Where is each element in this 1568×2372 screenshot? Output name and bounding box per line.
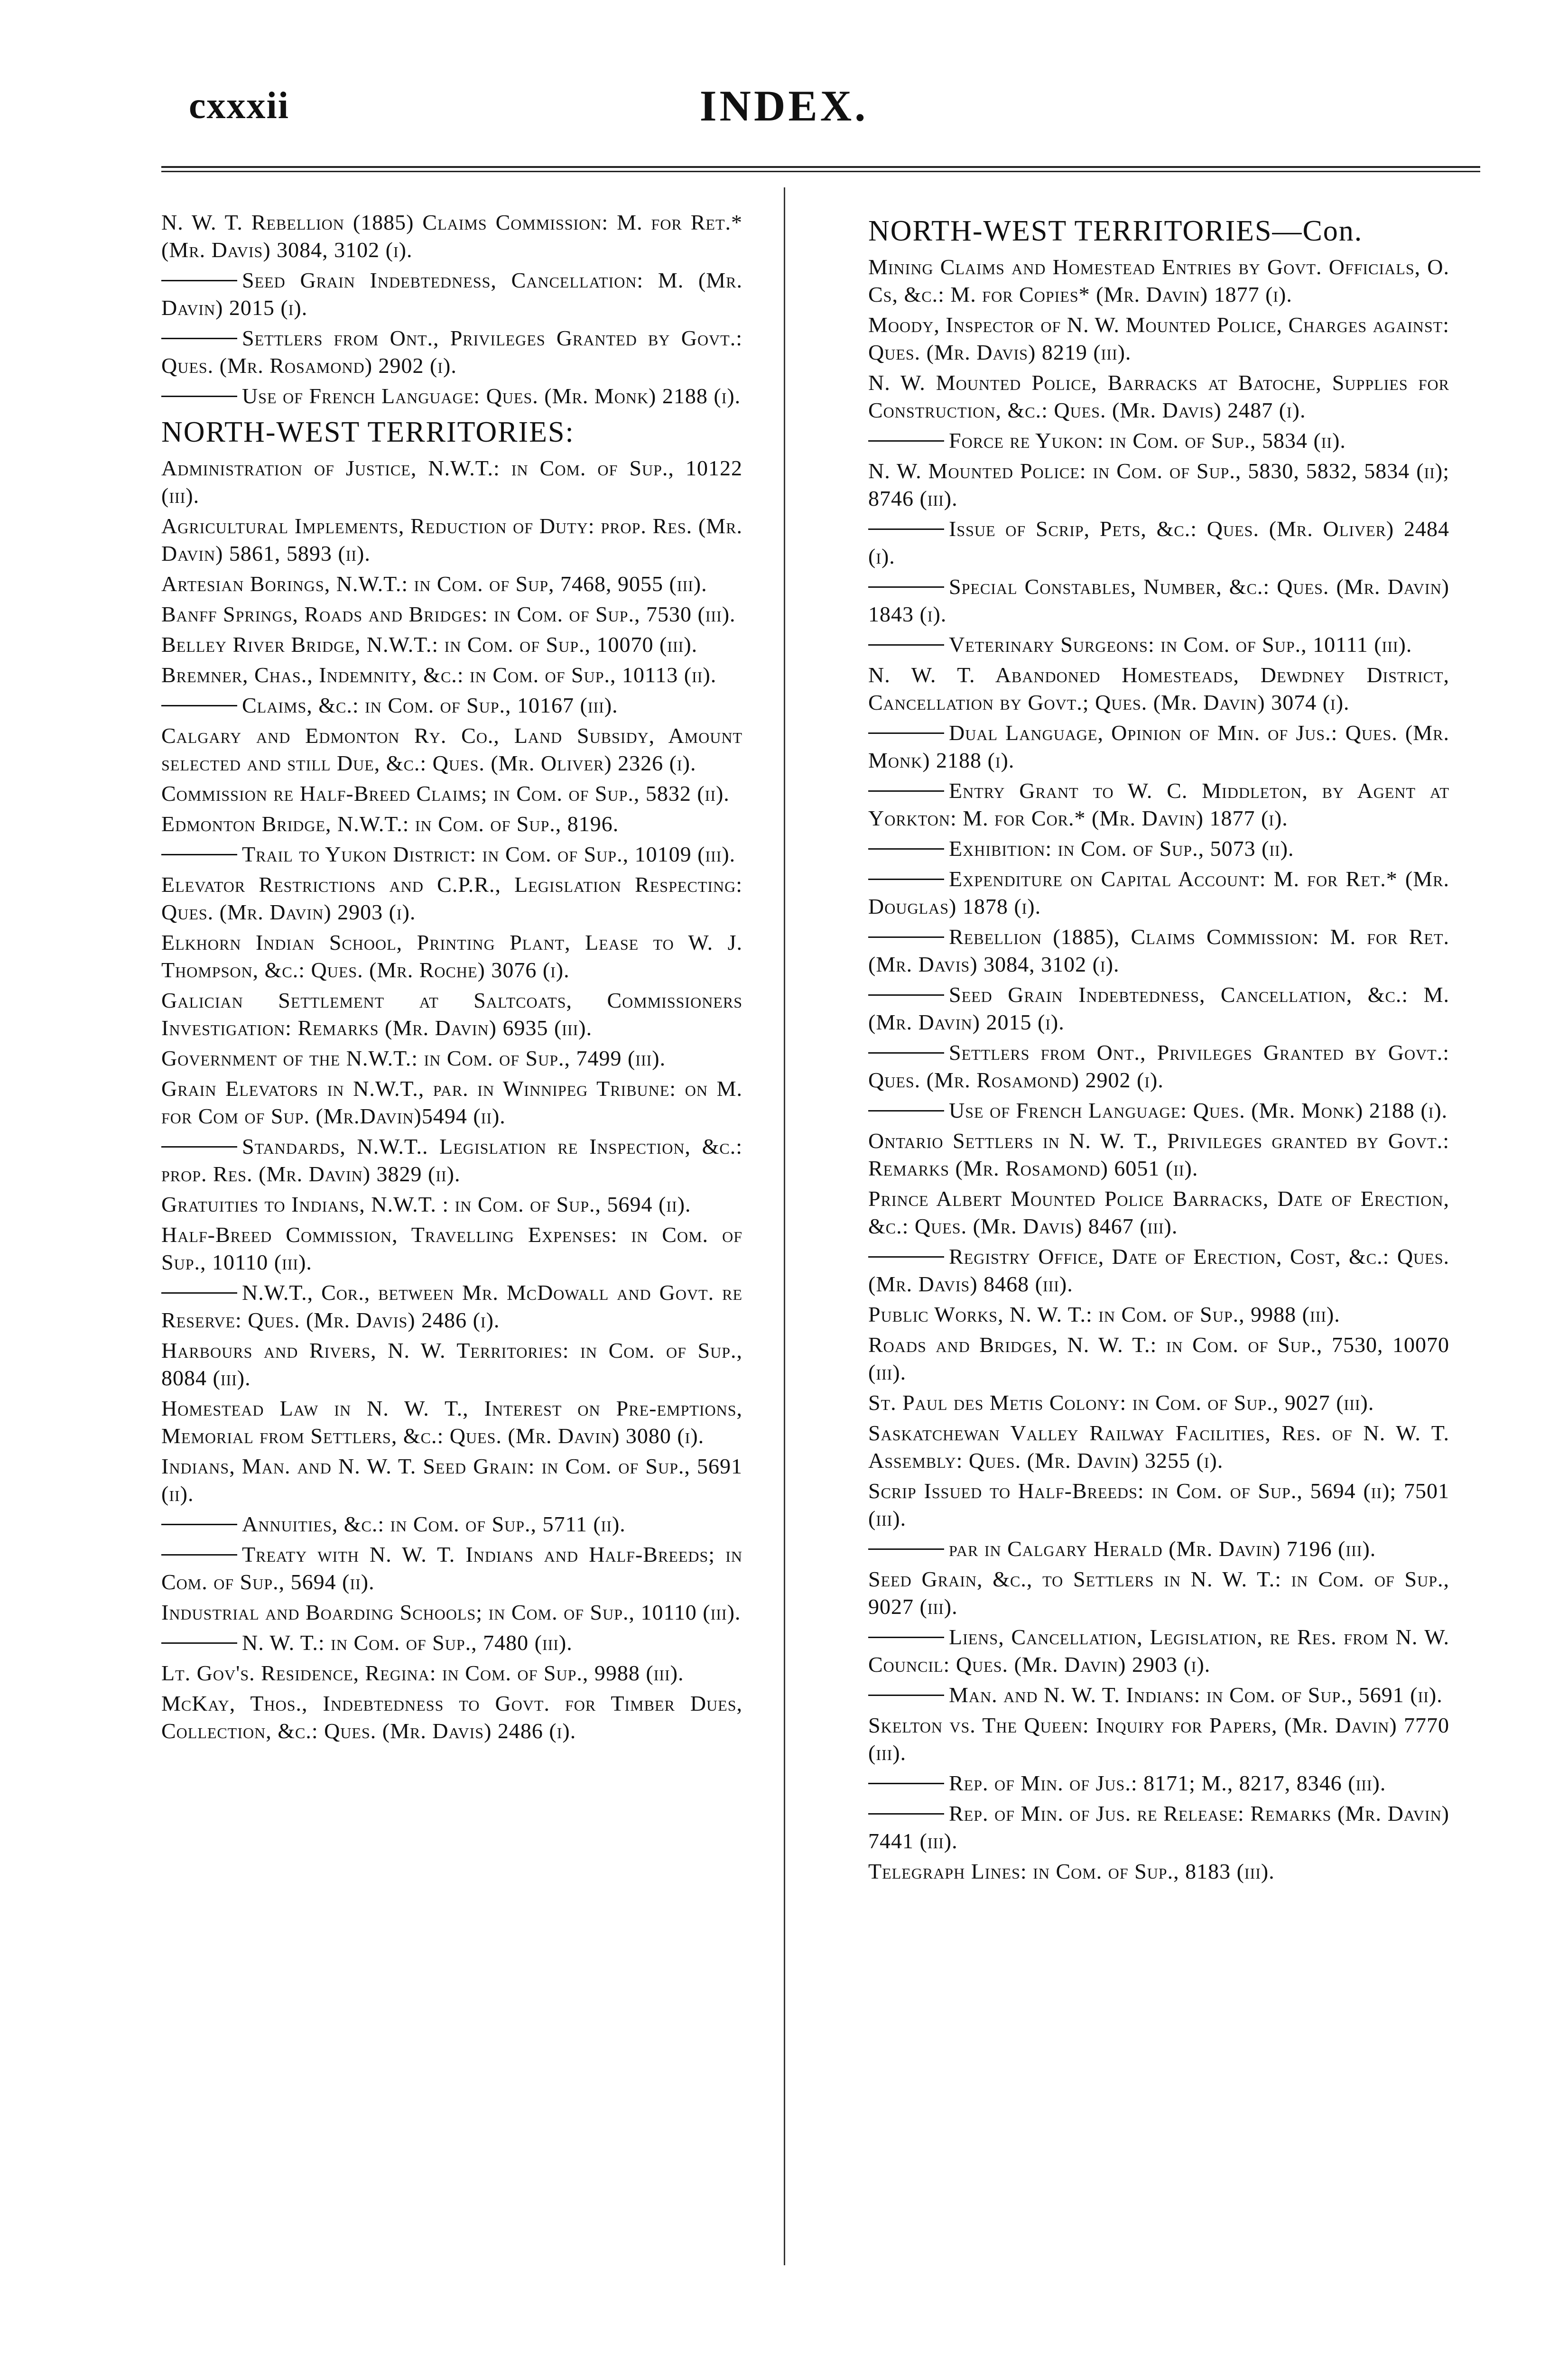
repeat-dash (868, 1548, 944, 1550)
entry-text: Use of French Language: Ques. (Mr. Monk) 2188 (i). (242, 384, 741, 408)
column-divider (784, 187, 785, 2265)
index-entry (161, 454, 742, 510)
section-heading (868, 213, 1449, 249)
entry-text: Skelton vs. The Queen: Inquiry for Papers, (Mr. Davin) 7770 (iii). (868, 1713, 1449, 1765)
entry-text: NORTH-WEST TERRITORIES: (161, 416, 575, 448)
index-subentry (868, 1535, 1449, 1563)
index-entry (868, 457, 1449, 512)
index-entry (868, 1566, 1449, 1621)
index-entry (868, 1419, 1449, 1474)
entry-text: Settlers from Ont., Privileges Granted by Govt.: Ques. (Mr. Rosamond) 2902 (i). (161, 326, 742, 378)
index-subentry (868, 1623, 1449, 1678)
entry-text: Homestead Law in N. W. T., Interest on Pre-emptions, Memorial from Settlers, &c.: Ques. (Mr. Davin) 3080 (i). (161, 1396, 742, 1448)
entry-text: Edmonton Bridge, N.W.T.: in Com. of Sup., 8196. (161, 812, 619, 836)
index-entry (161, 871, 742, 926)
entry-text: Roads and Bridges, N. W. T.: in Com. of Sup., 7530, 10070 (iii). (868, 1333, 1449, 1384)
index-entry (868, 1712, 1449, 1767)
index-entry (161, 929, 742, 984)
entry-text: Grain Elevators in N.W.T., par. in Winnipeg Tribune: on M. for Com of Sup. (Mr.Davin)5494 (ii). (161, 1076, 742, 1128)
entry-text: Belley River Bridge, N.W.T.: in Com. of Sup., 10070 (iii). (161, 632, 698, 657)
repeat-dash (868, 1783, 944, 1784)
entry-text: Indians, Man. and N. W. T. Seed Grain: in Com. of Sup., 5691 (ii). (161, 1454, 742, 1506)
index-entry (868, 1185, 1449, 1240)
index-entry (161, 1690, 742, 1745)
entry-text: Moody, Inspector of N. W. Mounted Police, Charges against: Ques. (Mr. Davis) 8219 (iii). (868, 313, 1449, 364)
index-entry (161, 987, 742, 1042)
repeat-dash (868, 848, 944, 850)
index-subentry (161, 382, 742, 410)
index-entry (161, 661, 742, 689)
repeat-dash (868, 1256, 944, 1258)
entry-text: Agricultural Implements, Reduction of Duty: prop. Res. (Mr. Davin) 5861, 5893 (ii). (161, 514, 742, 565)
repeat-dash (161, 1642, 237, 1644)
page-title: INDEX. (699, 82, 869, 130)
repeat-dash (161, 1146, 237, 1148)
entry-text: Industrial and Boarding Schools; in Com. of Sup., 10110 (iii). (161, 1600, 741, 1624)
index-subentry (161, 267, 742, 322)
entry-text: N. W. T.: in Com. of Sup., 7480 (iii). (242, 1631, 573, 1655)
index-subentry (161, 692, 742, 719)
entry-text: Issue of Scrip, Pets, &c.: Ques. (Mr. Oliver) 2484 (i). (868, 517, 1449, 568)
index-subentry (161, 1510, 742, 1538)
index-subentry (161, 324, 742, 380)
index-subentry (868, 1770, 1449, 1797)
index-entry (161, 1191, 742, 1218)
entry-text: N.W.T., Cor., between Mr. McDowall and Govt. re Reserve: Ques. (Mr. Davis) 2486 (i). (161, 1280, 742, 1332)
entry-text: Expenditure on Capital Account: M. for Ret.* (Mr. Douglas) 1878 (i). (868, 867, 1449, 918)
repeat-dash (161, 338, 237, 339)
entry-text: Standards, N.W.T.. Legislation re Inspection, &c.: prop. Res. (Mr. Davin) 3829 (ii). (161, 1134, 742, 1186)
repeat-dash (161, 1524, 237, 1525)
index-entry (161, 1659, 742, 1687)
index-entry (868, 1858, 1449, 1885)
entry-text: Seed Grain Indebtedness, Cancellation, &c.: M. (Mr. Davin) 2015 (i). (868, 982, 1449, 1034)
entry-text: Use of French Language: Ques. (Mr. Monk) 2188 (i). (949, 1098, 1448, 1122)
right-column (868, 209, 1449, 1888)
index-subentry (868, 719, 1449, 774)
entry-text: Telegraph Lines: in Com. of Sup., 8183 (iii). (868, 1859, 1275, 1883)
index-subentry (161, 1279, 742, 1334)
index-subentry (868, 631, 1449, 658)
entry-text: Seed Grain Indebtedness, Cancellation: M. (Mr. Davin) 2015 (i). (161, 268, 742, 320)
page-header (0, 0, 1568, 161)
index-subentry (868, 1097, 1449, 1124)
entry-text: Bremner, Chas., Indemnity, &c.: in Com. of Sup., 10113 (ii). (161, 663, 717, 687)
entry-text: Man. and N. W. T. Indians: in Com. of Sup., 5691 (ii). (949, 1683, 1443, 1707)
repeat-dash (868, 790, 944, 792)
index-entry (161, 209, 742, 264)
index-entry (868, 1477, 1449, 1532)
entry-text: Settlers from Ont., Privileges Granted by Govt.: Ques. (Mr. Rosamond) 2902 (i). (868, 1040, 1449, 1092)
index-subentry (161, 1133, 742, 1188)
index-subentry (868, 1039, 1449, 1094)
repeat-dash (868, 994, 944, 996)
entry-text: par in Calgary Herald (Mr. Davin) 7196 (iii). (949, 1537, 1376, 1561)
entry-text: Artesian Borings, N.W.T.: in Com. of Sup, 7468, 9055 (iii). (161, 572, 707, 596)
entry-text: Treaty with N. W. T. Indians and Half-Breeds; in Com. of Sup., 5694 (ii). (161, 1542, 742, 1594)
repeat-dash (161, 280, 237, 281)
entry-text: Force re Yukon: in Com. of Sup., 5834 (ii). (949, 428, 1346, 453)
index-subentry (868, 777, 1449, 832)
repeat-dash (868, 1052, 944, 1054)
index-entry (161, 601, 742, 628)
repeat-dash (161, 705, 237, 706)
entry-text: Annuities, &c.: in Com. of Sup., 5711 (ii). (242, 1512, 626, 1536)
index-entry (161, 1599, 742, 1626)
entry-text: Elevator Restrictions and C.P.R., Legislation Respecting: Ques. (Mr. Davin) 2903 (i). (161, 872, 742, 924)
index-subentry (868, 1243, 1449, 1298)
repeat-dash (868, 586, 944, 588)
repeat-dash (868, 440, 944, 442)
index-entry (161, 780, 742, 807)
entry-text: Galician Settlement at Saltcoats, Commissioners Investigation: Remarks (Mr. Davin) 6935 (iii). (161, 988, 742, 1040)
index-entry (868, 369, 1449, 424)
entry-text: Rep. of Min. of Jus.: 8171; M., 8217, 8346 (iii). (949, 1771, 1386, 1795)
index-entry (161, 570, 742, 598)
index-entry (868, 661, 1449, 716)
header-rule (161, 166, 1480, 172)
section-heading (161, 415, 742, 450)
index-subentry (868, 981, 1449, 1036)
entry-text: St. Paul des Metis Colony: in Com. of Sup., 9027 (iii). (868, 1390, 1374, 1415)
repeat-dash (868, 1813, 944, 1815)
left-column (161, 209, 742, 1748)
entry-text: Rep. of Min. of Jus. re Release: Remarks (Mr. Davin) 7441 (iii). (868, 1801, 1449, 1853)
entry-text: Elkhorn Indian School, Printing Plant, Lease to W. J. Thompson, &c.: Ques. (Mr. Roche) 3076 (i). (161, 930, 742, 982)
entry-text: N. W. Mounted Police: in Com. of Sup., 5830, 5832, 5834 (ii); 8746 (iii). (868, 459, 1449, 510)
entry-text: Lt. Gov's. Residence, Regina: in Com. of Sup., 9988 (iii). (161, 1661, 684, 1685)
entry-text: McKay, Thos., Indebtedness to Govt. for Timber Dues, Collection, &c.: Ques. (Mr. Davis) 2486 (i). (161, 1691, 742, 1743)
index-entry (868, 1127, 1449, 1182)
entry-text: Harbours and Rivers, N. W. Territories: in Com. of Sup., 8084 (iii). (161, 1338, 742, 1390)
entry-text: Government of the N.W.T.: in Com. of Sup., 7499 (iii). (161, 1046, 666, 1070)
index-entry (868, 253, 1449, 308)
entry-text: Administration of Justice, N.W.T.: in Com. of Sup., 10122 (iii). (161, 456, 742, 508)
index-entry (161, 1453, 742, 1508)
index-entry (161, 1221, 742, 1276)
entry-text: Saskatchewan Valley Railway Facilities, Res. of N. W. T. Assembly: Ques. (Mr. Davin) 3255 (i). (868, 1421, 1449, 1473)
repeat-dash (161, 396, 237, 397)
entry-text: Claims, &c.: in Com. of Sup., 10167 (iii). (242, 693, 618, 717)
entry-text: NORTH-WEST TERRITORIES—Con. (868, 215, 1363, 247)
entry-text: Trail to Yukon District: in Com. of Sup., 10109 (iii). (242, 842, 736, 866)
repeat-dash (161, 1292, 237, 1294)
index-subentry (868, 865, 1449, 920)
repeat-dash (868, 936, 944, 938)
index-subentry (868, 923, 1449, 978)
entry-text: Exhibition: in Com. of Sup., 5073 (ii). (949, 836, 1294, 861)
entry-text: N. W. T. Abandoned Homesteads, Dewdney District, Cancellation by Govt.; Ques. (Mr. Davin) 3074 (i). (868, 663, 1449, 714)
entry-text: Commission re Half-Breed Claims; in Com. of Sup., 5832 (ii). (161, 781, 730, 806)
repeat-dash (868, 1110, 944, 1112)
index-subentry (868, 1800, 1449, 1855)
entry-text: Special Constables, Number, &c.: Ques. (Mr. Davin) 1843 (i). (868, 574, 1449, 626)
index-entry (868, 1301, 1449, 1328)
index-entry (161, 722, 742, 777)
index-entry (161, 1337, 742, 1392)
entry-text: Half-Breed Commission, Travelling Expenses: in Com. of Sup., 10110 (iii). (161, 1223, 742, 1274)
repeat-dash (868, 732, 944, 734)
index-subentry (868, 515, 1449, 570)
entry-text: Seed Grain, &c., to Settlers in N. W. T.: in Com. of Sup., 9027 (iii). (868, 1567, 1449, 1619)
entry-text: Prince Albert Mounted Police Barracks, Date of Erection, &c.: Ques. (Mr. Davis) 8467 (iii). (868, 1186, 1449, 1238)
entry-text: Public Works, N. W. T.: in Com. of Sup., 9988 (iii). (868, 1302, 1340, 1326)
entry-text: Ontario Settlers in N. W. T., Privileges granted by Govt.: Remarks (Mr. Rosamond) 6051 (ii). (868, 1129, 1449, 1180)
entry-text: Liens, Cancellation, Legislation, re Res. from N. W. Council: Ques. (Mr. Davin) 2903 (i). (868, 1625, 1449, 1677)
index-subentry (868, 427, 1449, 454)
index-entry (868, 311, 1449, 366)
repeat-dash (161, 854, 237, 855)
index-entry (161, 512, 742, 567)
entry-text: Scrip Issued to Half-Breeds: in Com. of Sup., 5694 (ii); 7501 (iii). (868, 1479, 1449, 1530)
entry-text: Banff Springs, Roads and Bridges: in Com. of Sup., 7530 (iii). (161, 602, 736, 626)
entry-text: Registry Office, Date of Erection, Cost, &c.: Ques. (Mr. Davis) 8468 (iii). (868, 1244, 1449, 1296)
index-entry (161, 631, 742, 658)
repeat-dash (161, 1554, 237, 1556)
page-number: cxxxii (189, 85, 289, 127)
repeat-dash (868, 1695, 944, 1696)
index-subentry (161, 1541, 742, 1596)
index-entry (161, 1395, 742, 1450)
entry-text: Veterinary Surgeons: in Com. of Sup., 10111 (iii). (949, 632, 1412, 657)
entry-text: Dual Language, Opinion of Min. of Jus.: Ques. (Mr. Monk) 2188 (i). (868, 721, 1449, 772)
repeat-dash (868, 1637, 944, 1638)
entry-text: N. W. T. Rebellion (1885) Claims Commission: M. for Ret.* (Mr. Davis) 3084, 3102 (i). (161, 210, 742, 262)
index-subentry (161, 1629, 742, 1657)
index-entry (868, 1389, 1449, 1417)
entry-text: N. W. Mounted Police, Barracks at Batoche, Supplies for Construction, &c.: Ques. (Mr. Davis) 2487 (i). (868, 371, 1449, 422)
entry-text: Gratuities to Indians, N.W.T. : in Com. of Sup., 5694 (ii). (161, 1192, 691, 1216)
index-entry (161, 1075, 742, 1130)
index-entry (161, 1045, 742, 1072)
entry-text: Entry Grant to W. C. Middleton, by Agent at Yorkton: M. for Cor.* (Mr. Davin) 1877 (i). (868, 778, 1449, 830)
repeat-dash (868, 879, 944, 880)
index-subentry (868, 573, 1449, 628)
repeat-dash (868, 528, 944, 530)
index-subentry (868, 835, 1449, 862)
index-entry (868, 1331, 1449, 1386)
entry-text: Rebellion (1885), Claims Commission: M. for Ret. (Mr. Davis) 3084, 3102 (i). (868, 925, 1449, 976)
entry-text: Calgary and Edmonton Ry. Co., Land Subsidy, Amount selected and still Due, &c.: Ques. (Mr. Oliver) 2326 (i). (161, 723, 742, 775)
index-subentry (868, 1681, 1449, 1709)
repeat-dash (868, 644, 944, 646)
index-entry (161, 810, 742, 838)
entry-text: Mining Claims and Homestead Entries by Govt. Officials, O. Cs, &c.: M. for Copies* (Mr. Davin) 1877 (i). (868, 255, 1449, 306)
index-subentry (161, 841, 742, 868)
